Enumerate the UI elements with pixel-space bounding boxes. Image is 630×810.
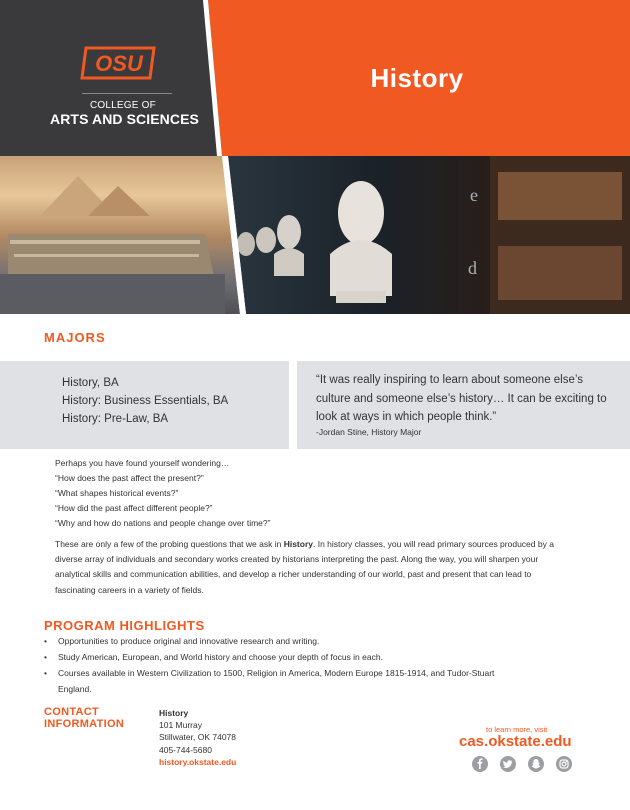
question-line: Perhaps you have found yourself wondering… xyxy=(55,458,230,468)
contact-dept: History xyxy=(159,708,189,718)
major-item: History: Pre-Law, BA xyxy=(62,413,169,425)
highlight-item xyxy=(44,666,514,696)
question-line: “How did the past affect different people?” xyxy=(55,503,213,513)
intro-questions xyxy=(55,456,270,531)
contact-details xyxy=(159,707,236,768)
para-text-start: These are only a few of the probing questions that we ask in xyxy=(55,539,284,549)
major-item: History: Business Essentials, BA xyxy=(62,395,229,407)
bullet-icon: • xyxy=(44,652,47,663)
highlight-text: Opportunities to produce original and innovative research and writing. xyxy=(58,636,320,646)
para-emphasis: History xyxy=(283,539,313,549)
highlight-item xyxy=(44,650,514,665)
majors-heading: MAJORS xyxy=(44,330,106,345)
highlights-list xyxy=(44,634,514,698)
snapchat-icon[interactable] xyxy=(528,756,544,772)
bullet-icon: • xyxy=(44,636,47,646)
photo-band xyxy=(0,156,630,314)
highlight-item xyxy=(44,634,514,649)
contact-address-line: 101 Murray xyxy=(159,720,202,731)
highlight-text: Courses available in Western Civilization to 1500, Religion in America, Modern Europe 1815-1914, and Tudor-Stuart England. xyxy=(58,668,495,694)
contact-phone: 405-744-5680 xyxy=(159,744,212,755)
contact-heading xyxy=(44,707,124,730)
question-line: “Why and how do nations and people change over time?” xyxy=(55,518,271,528)
contact-address-line: Stillwater, OK 74078 xyxy=(159,732,237,743)
bullet-icon: • xyxy=(44,668,47,679)
college-name: ARTS AND SCIENCES xyxy=(50,111,199,127)
college-label: COLLEGE OF xyxy=(90,100,156,111)
question-line: “How does the past affect the present?” xyxy=(55,473,204,483)
majors-list xyxy=(62,374,228,428)
major-item: History, BA xyxy=(62,377,119,389)
contact-heading-line: CONTACT xyxy=(44,706,100,718)
svg-text:e: e xyxy=(470,185,478,205)
contact-heading-line: INFORMATION xyxy=(44,717,125,730)
para-text-end: . In history classes, you will read primary sources produced by a diverse array of individuals and secondary works created by historians interpreting the past. Along the way, you will sharpen your analytical skills and communication abilities, and develop a richer understanding of our world, past and present that can lead to fascinating careers in a variety of fields. xyxy=(55,539,554,595)
intro-paragraph xyxy=(55,537,555,598)
highlights-heading: PROGRAM HIGHLIGHTS xyxy=(44,618,205,633)
quote-attribution: -Jordan Stine, History Major xyxy=(316,427,422,437)
learn-more-label: to learn more, visit xyxy=(486,725,548,734)
svg-text:OSU: OSU xyxy=(95,51,143,76)
logo-divider xyxy=(82,93,172,94)
busts-illustration xyxy=(0,156,630,314)
osu-logo-icon xyxy=(80,44,160,82)
svg-text:d: d xyxy=(468,258,477,278)
facebook-icon[interactable] xyxy=(472,756,488,772)
student-quote: “It was really inspiring to learn about someone else’s culture and someone else’s history… It can be exciting to look at ways in which people think.” xyxy=(316,374,607,423)
highlight-text: Study American, European, and World history and choose your depth of focus in each. xyxy=(58,652,383,663)
page-title: History xyxy=(370,63,464,93)
instagram-icon[interactable] xyxy=(556,756,572,772)
college-website-link[interactable]: cas.okstate.edu xyxy=(459,733,572,750)
twitter-icon[interactable] xyxy=(500,756,516,772)
contact-website-link[interactable]: history.okstate.edu xyxy=(159,756,237,767)
question-line: “What shapes historical events?” xyxy=(55,488,179,498)
